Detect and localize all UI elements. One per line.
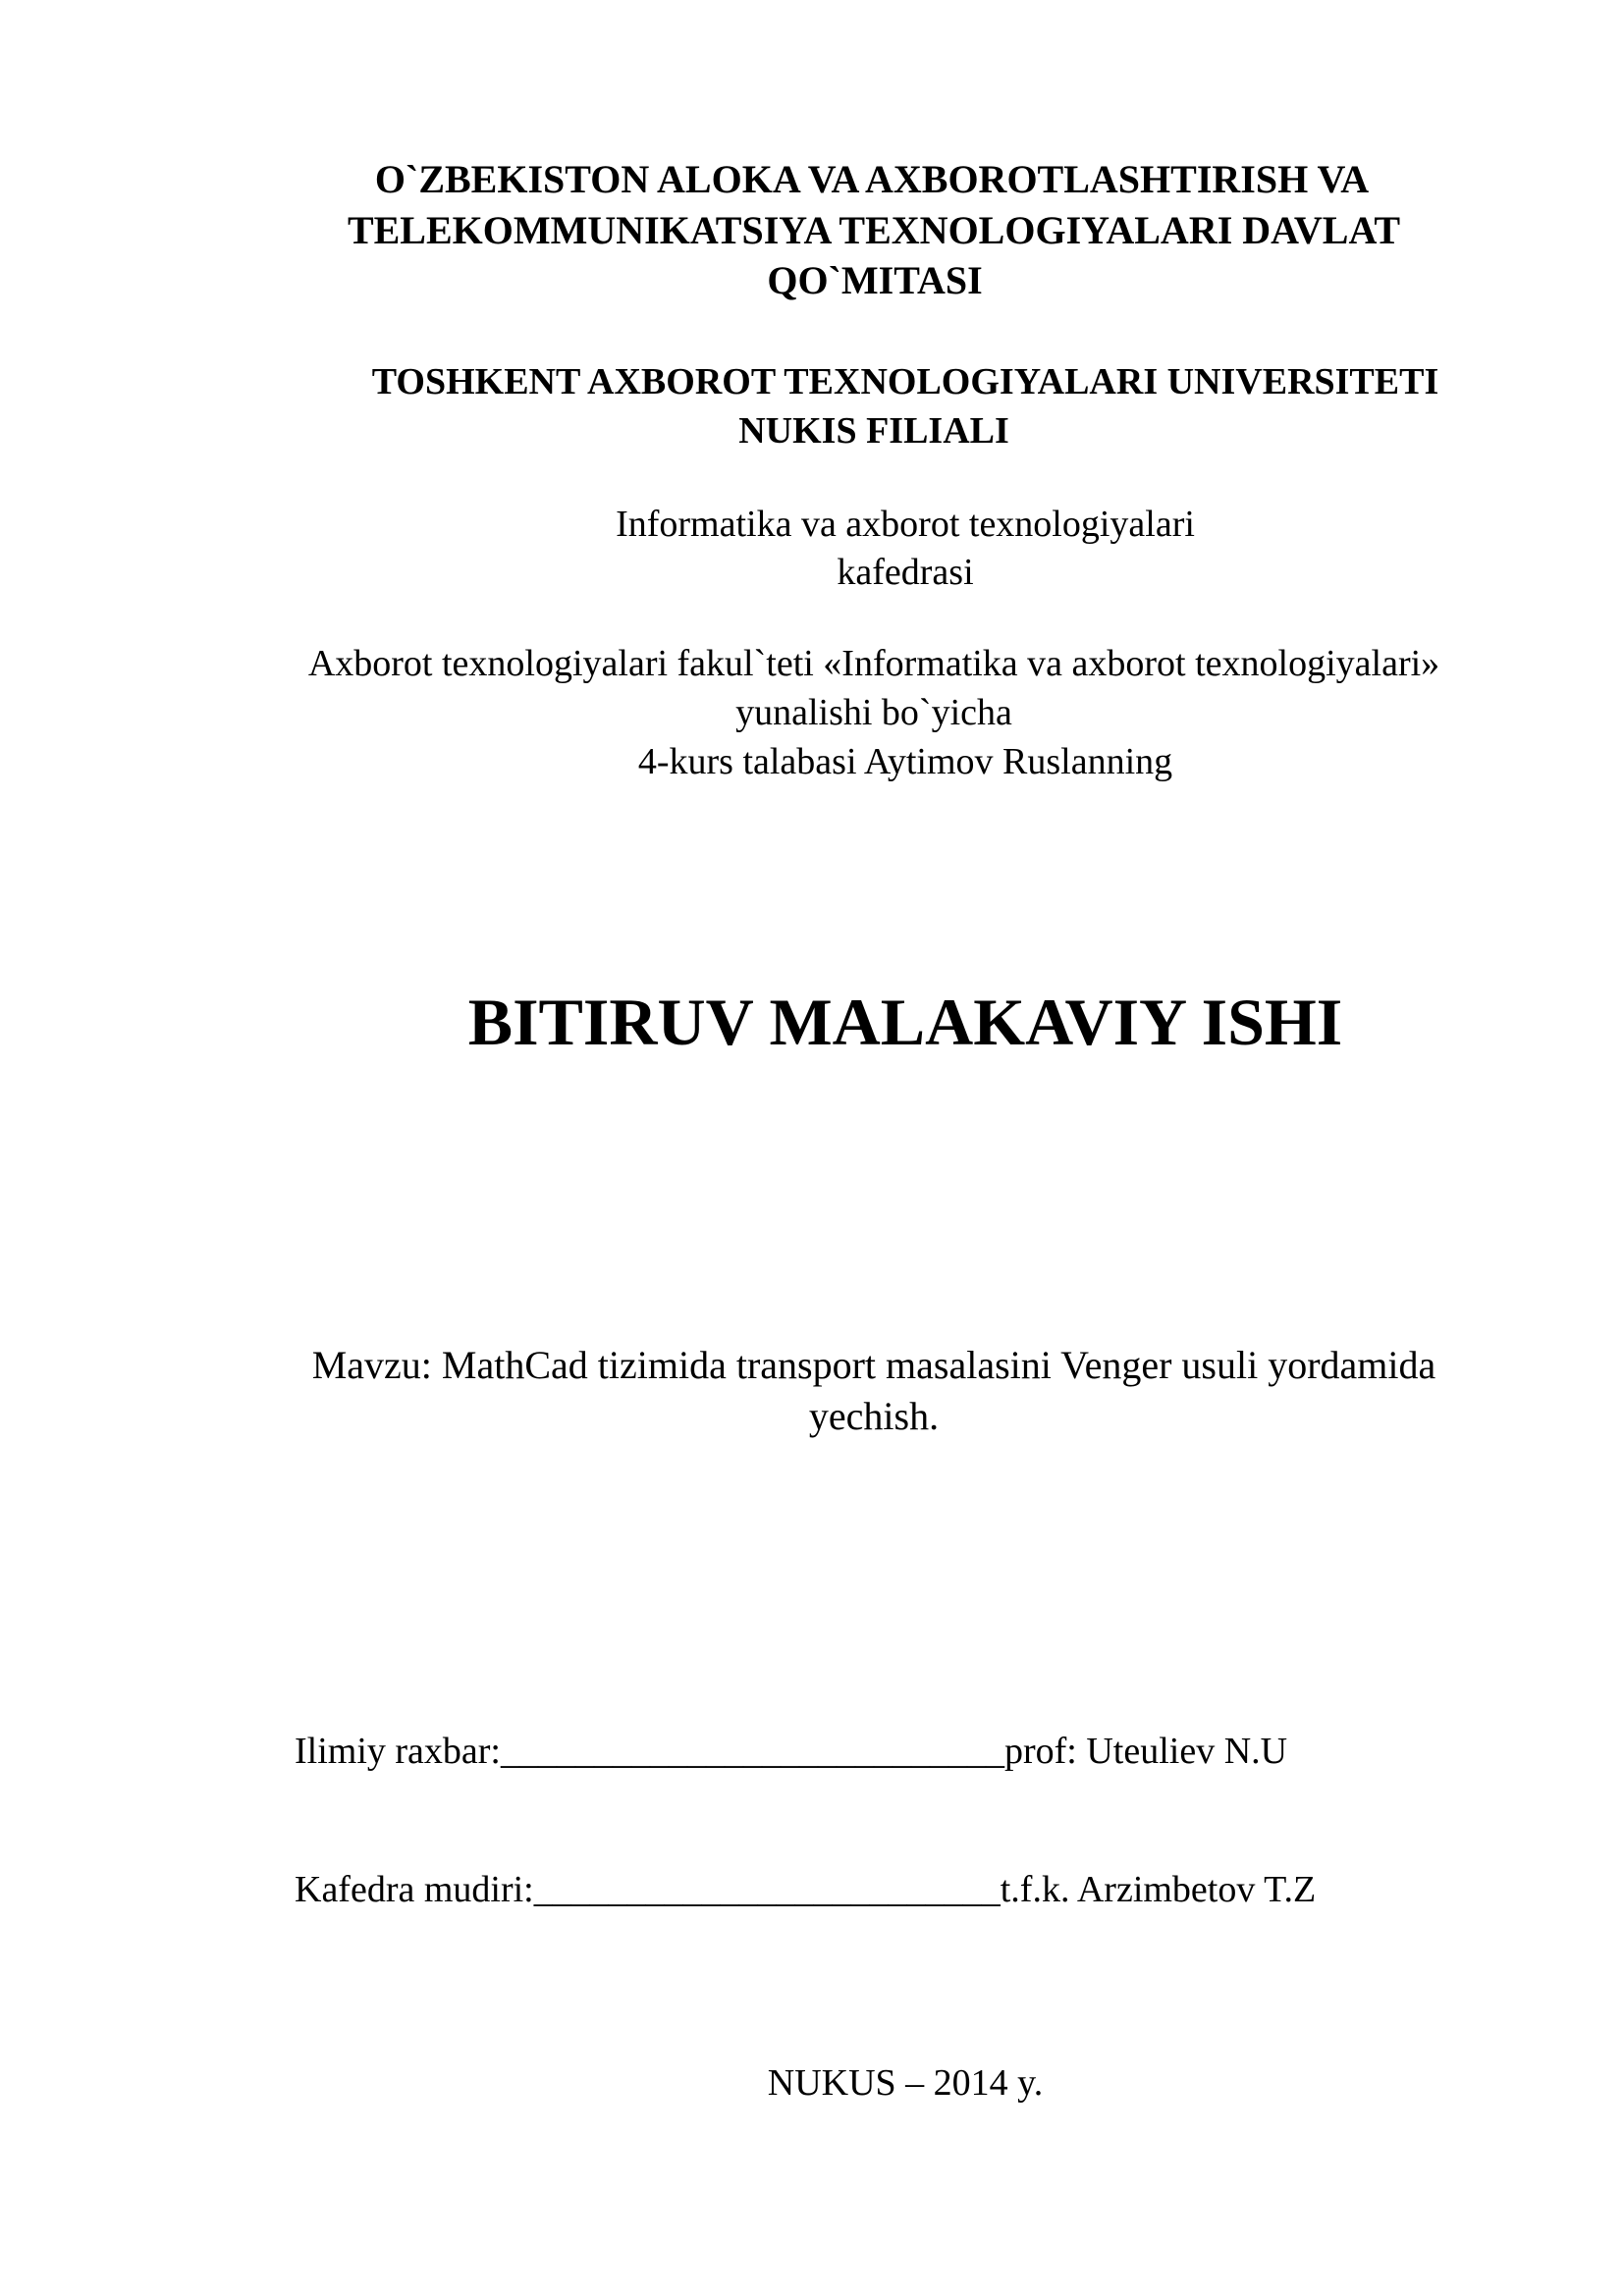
- department-line-1: Informatika va axborot texnologiyalari: [616, 504, 1195, 545]
- ministry-name-line-1: O`ZBEKISTON ALOKA VA AXBOROTLASHTIRISH VA: [374, 157, 1370, 201]
- place-and-year: NUKUS – 2014 y.: [767, 2062, 1044, 2104]
- student-line: 4-kurs talabasi Aytimov Ruslanning: [637, 741, 1173, 782]
- university-name-line-1: TOSHKENT AXBOROT TEXNOLOGIYALARI UNIVERSITETI: [371, 361, 1439, 402]
- head-of-department-signature-line: Kafedra mudiri:_________________________t.f.k. Arzimbetov T.Z: [295, 1869, 1317, 1910]
- direction-line: yunalishi bo`yicha: [735, 692, 1012, 733]
- university-name-line-2: NUKIS FILIALI: [738, 410, 1009, 452]
- ministry-name-line-2: TELEKOMMUNIKATSIYA TEXNOLOGIYALARI DAVLAT: [347, 208, 1401, 252]
- topic-line-1: Mavzu: MathCad tizimida transport masalasini Venger usuli yordamida: [311, 1343, 1436, 1387]
- supervisor-signature-line: Ilimiy raxbar:___________________________prof: Uteuliev N.U: [295, 1731, 1288, 1772]
- ministry-name-line-3: QO`MITASI: [767, 258, 983, 302]
- faculty-line: Axborot texnologiyalari fakul`teti «Informatika va axborot texnologiyalari»: [307, 643, 1440, 684]
- thesis-title: BITIRUV MALAKAVIY ISHI: [467, 985, 1343, 1059]
- topic-line-2: yechish.: [808, 1394, 940, 1438]
- department-line-2: kafedrasi: [837, 552, 974, 593]
